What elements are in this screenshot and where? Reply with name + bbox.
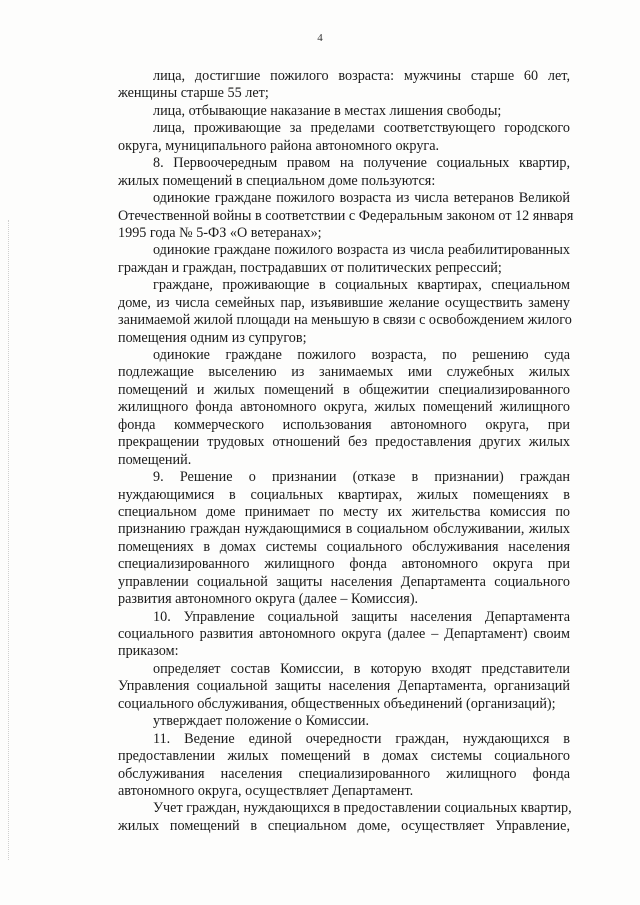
text-line: Отечественной войны в соответствии с Федеральным законом от 12 января bbox=[118, 207, 574, 224]
text-line: приказом: bbox=[118, 643, 179, 660]
text-line: жилищного фонда автономного округа, жилых помещений жилищного bbox=[118, 399, 570, 416]
text-line: утверждает положение о Комиссии. bbox=[153, 713, 370, 730]
text-line: занимаемой жилой площади на меньшую в связи с освобождением жилого bbox=[118, 312, 572, 329]
text-line: округа, муниципального района автономного округа. bbox=[118, 137, 440, 154]
text-line: лица, отбывающие наказание в местах лишения свободы; bbox=[153, 102, 502, 119]
text-line: женщины старше 55 лет; bbox=[118, 85, 269, 102]
text-line: 1995 года № 5-ФЗ «О ветеранах»; bbox=[118, 224, 322, 241]
document-body bbox=[118, 68, 574, 835]
text-line: управлении социальной защиты населения Департамента социального bbox=[118, 573, 570, 590]
text-line: социального обслуживания, общественных объединений (организаций); bbox=[118, 695, 556, 712]
text-line: лица, проживающие за пределами соответствующего городского bbox=[153, 120, 570, 137]
text-line: нуждающимися в социальных квартирах, жилых помещениях в bbox=[118, 486, 570, 503]
text-line: Управления социальной защиты населения Департамента, организаций bbox=[118, 678, 570, 695]
text-line: одинокие граждане пожилого возраста, по решению суда bbox=[153, 347, 570, 363]
text-line: специальном доме принимает по месту их жительства комиссия по bbox=[118, 503, 570, 520]
text-line: 9. Решение о признании (отказе в признании) граждан bbox=[153, 469, 570, 486]
text-line: социального развития автономного округа (далее – Департамент) своим bbox=[118, 626, 570, 642]
text-line: одинокие граждане пожилого возраста из числа ветеранов Великой bbox=[153, 190, 570, 207]
text-line: доме, из числа семейных пар, изъявившие желание осуществить замену bbox=[118, 294, 570, 311]
text-line: обслуживания населения специализированного жилищного фонда bbox=[118, 765, 570, 782]
text-line: помещений. bbox=[118, 451, 192, 468]
text-line: развития автономного округа (далее – Комиссия). bbox=[118, 591, 419, 608]
text-line: граждане, проживающие в социальных квартирах, специальном bbox=[153, 277, 570, 294]
text-line: определяет состав Комиссии, в которую входят представители bbox=[153, 660, 570, 677]
text-line: Учет граждан, нуждающихся в предоставлении социальных квартир, bbox=[153, 800, 572, 817]
text-line: фонда коммерческого использования автономного округа, при bbox=[118, 416, 570, 433]
text-line: 8. Первоочередным правом на получение социальных квартир, bbox=[153, 155, 570, 172]
text-line: признанию граждан нуждающимися в социальном обслуживании, жилых bbox=[118, 521, 570, 538]
scan-margin-mark bbox=[8, 220, 10, 860]
text-line: помещения одним из супругов; bbox=[118, 329, 307, 346]
text-line: автономного округа, осуществляет Департамент. bbox=[118, 782, 414, 799]
text-line: одинокие граждане пожилого возраста из числа реабилитированных bbox=[153, 242, 570, 259]
text-line: специализированного жилищного фонда автономного округа при bbox=[118, 556, 570, 573]
text-line: жилых помещений в специальном доме пользуются: bbox=[118, 172, 436, 189]
text-line: граждан и граждан, пострадавших от политических репрессий; bbox=[118, 259, 502, 276]
text-line: прекращении трудовых отношений без предоставления других жилых bbox=[118, 434, 570, 451]
text-line: жилых помещений в специальном доме, осуществляет Управление, bbox=[118, 817, 570, 834]
page-number: 4 bbox=[317, 32, 323, 44]
text-line: помещений и жилых помещений в общежитии специализированного bbox=[118, 381, 570, 398]
text-line: подлежащие выселению из занимаемых ими служебных жилых bbox=[118, 364, 570, 381]
text-line: 11. Ведение единой очередности граждан, нуждающихся в bbox=[153, 730, 570, 747]
text-line: 10. Управление социальной защиты населения Департамента bbox=[153, 608, 570, 625]
text-line: лица, достигшие пожилого возраста: мужчины старше 60 лет, bbox=[153, 68, 570, 84]
text-line: помещениях в домах системы социального обслуживания населения bbox=[118, 538, 570, 555]
text-line: предоставлении жилых помещений в домах системы социального bbox=[118, 748, 570, 765]
